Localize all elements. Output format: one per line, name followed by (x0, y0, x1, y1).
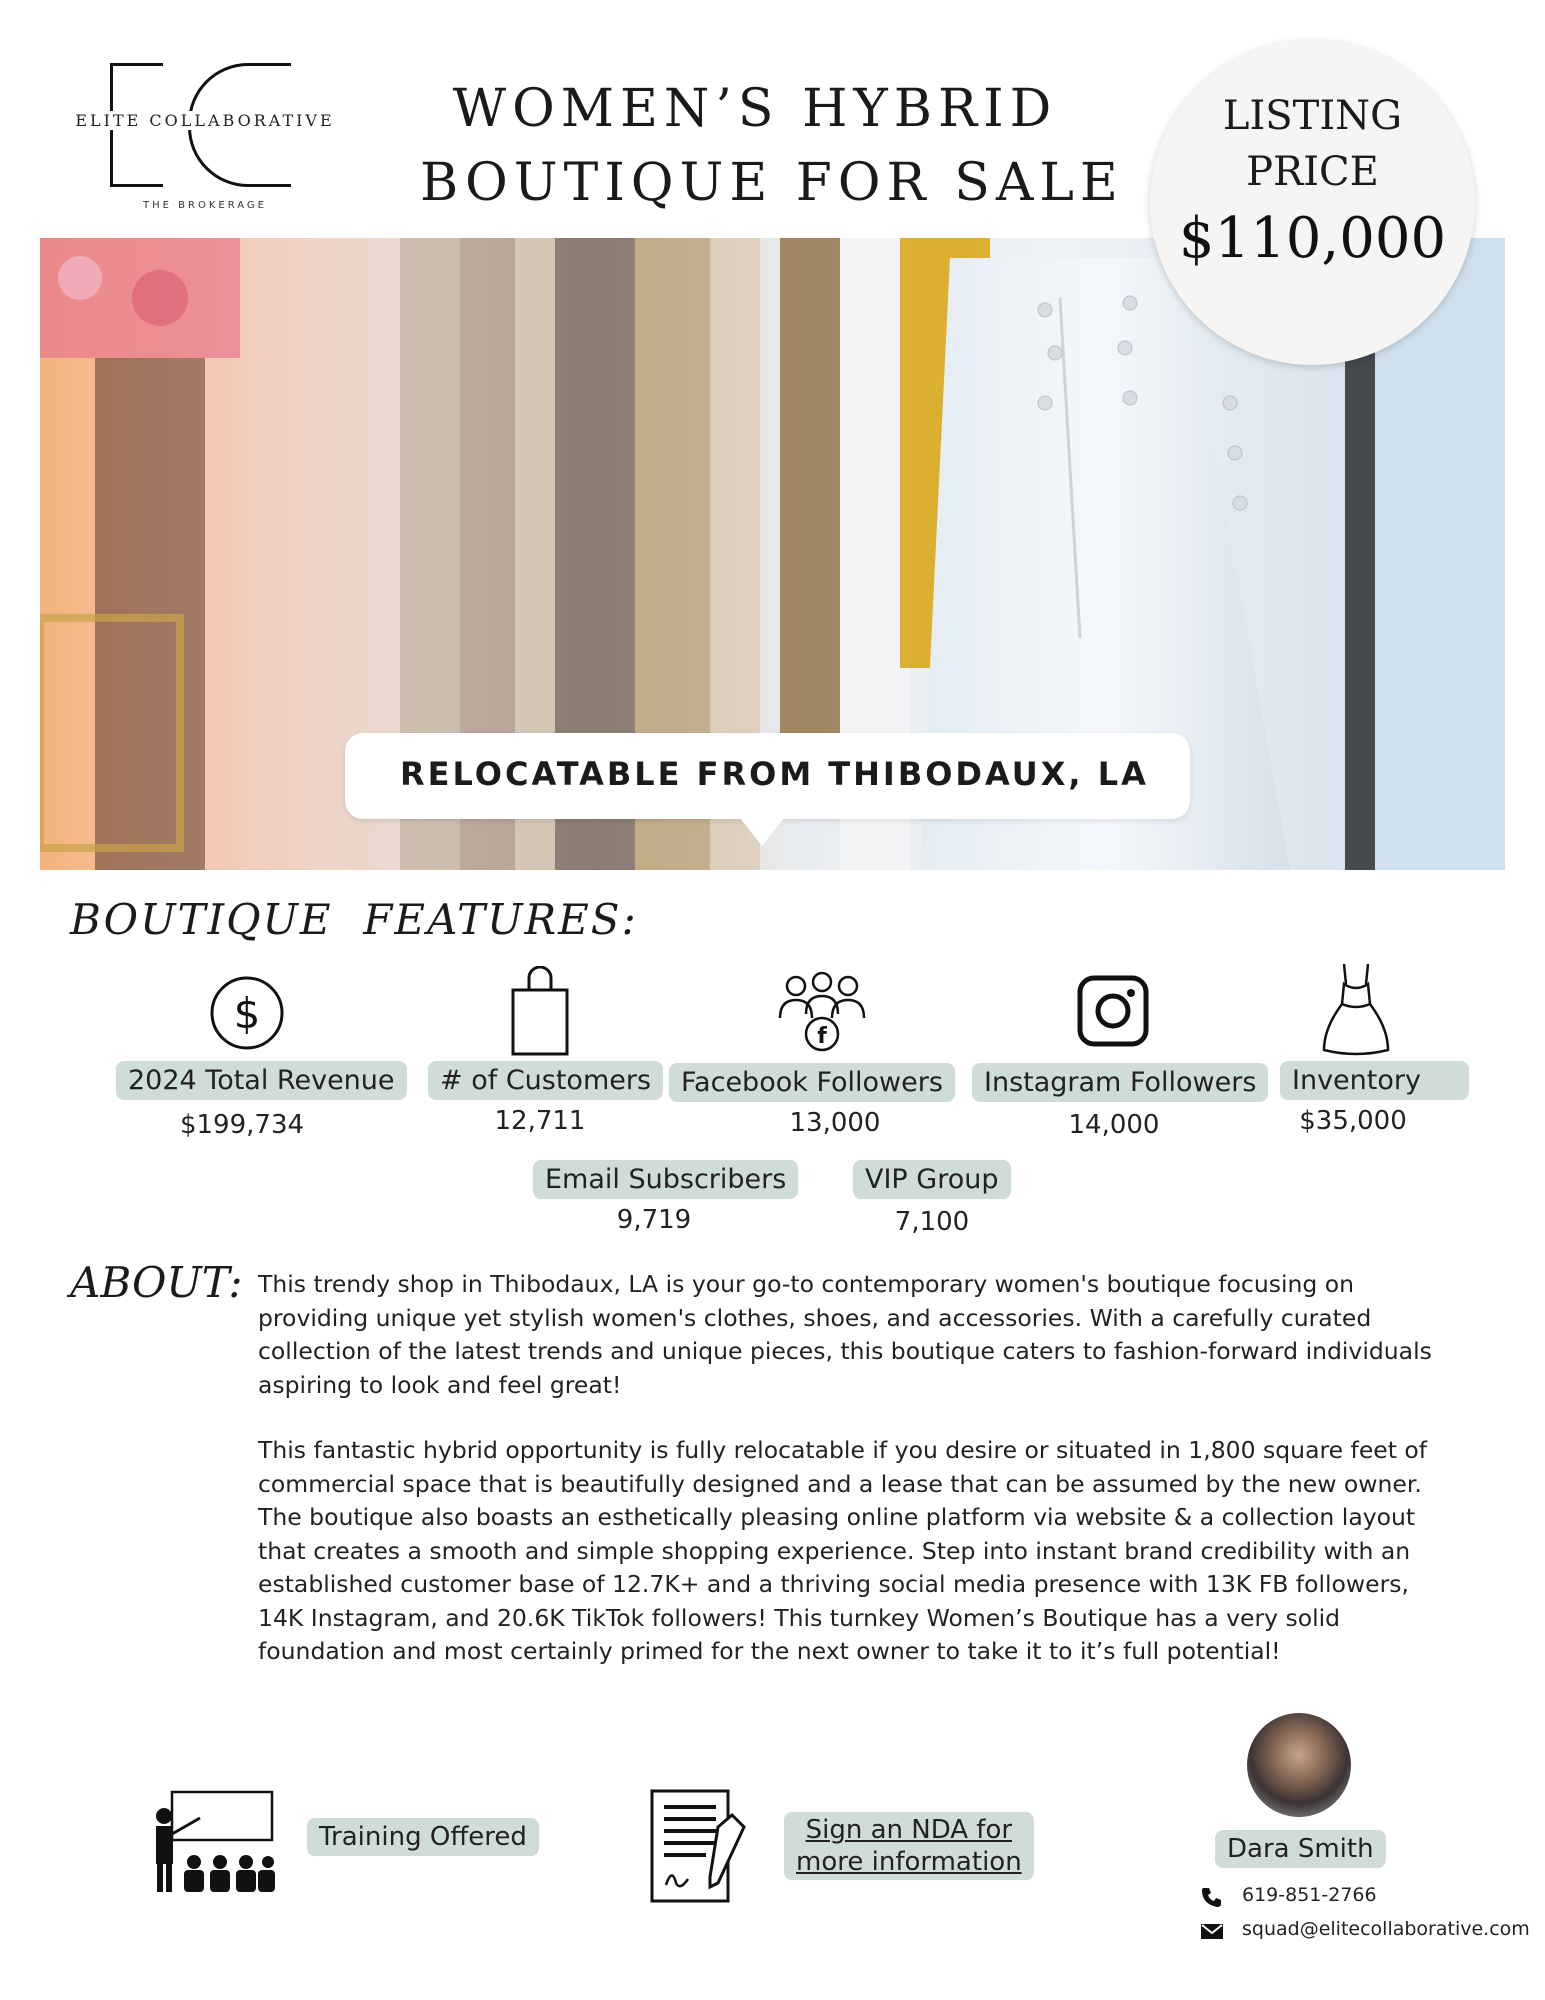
about-paragraph-1: This trendy shop in Thibodaux, LA is your go-to contemporary women's boutique focusing on providing unique yet stylish women's clothes, shoes, and accessories. With a carefully curated collection of the latest trends and unique pieces, this boutique caters to fashion-forward individuals aspiring to look and feel great! (258, 1270, 1432, 1399)
about-body (258, 1268, 1438, 1701)
feature-label-facebook: Facebook Followers (669, 1063, 955, 1102)
page-title (420, 72, 1124, 220)
logo-wordmark: ELITE COLLABORATIVE (70, 111, 340, 130)
callout-pointer (740, 818, 784, 846)
dress-icon (1318, 958, 1394, 1058)
feature-value-customers: 12,711 (494, 1106, 586, 1136)
agent-email[interactable]: squad@elitecollaborative.com (1242, 1918, 1530, 1940)
feature-value-revenue: $199,734 (179, 1110, 305, 1140)
feature-value-vip: 7,100 (894, 1207, 970, 1237)
brand-logo (70, 55, 340, 225)
features-heading: BOUTIQUE FEATURES: (70, 895, 638, 944)
location-callout (345, 733, 1190, 819)
feature-value-facebook: 13,000 (789, 1108, 881, 1138)
feature-label-customers: # of Customers (428, 1061, 663, 1100)
feature-label-revenue: 2024 Total Revenue (116, 1061, 407, 1100)
facebook-group-icon (772, 968, 872, 1058)
feature-value-inventory: $35,000 (1299, 1106, 1407, 1136)
about-heading: ABOUT: (70, 1258, 243, 1307)
email-icon (1200, 1922, 1224, 1940)
nda-link-line-1[interactable]: Sign an NDA for (805, 1815, 1013, 1845)
feature-label-instagram: Instagram Followers (972, 1063, 1268, 1102)
about-paragraph-2: This fantastic hybrid opportunity is fully relocatable if you desire or situated in 1,800 square feet of commercial space that is beautifully designed and a lease that can be assumed by the new owner. The boutique also boasts an esthetically pleasing online platform via website & a collection layout that creates a smooth and simple shopping experience. Step into instant brand credibility with an established customer base of 12.7K+ and a thriving social media presence with 13K FB followers, 14K Instagram, and 20.6K TikTok followers! This turnkey Women’s Boutique has a very solid foundation and most certainly primed for the next owner to take it to it’s full potential! (258, 1436, 1428, 1665)
title-line-2: BOUTIQUE FOR SALE (420, 153, 1124, 213)
training-presenter-icon (150, 1790, 275, 1895)
feature-value-email: 9,719 (616, 1205, 692, 1235)
nda-link[interactable] (784, 1812, 1034, 1880)
agent-phone[interactable]: 619-851-2766 (1242, 1884, 1377, 1906)
instagram-icon (1075, 973, 1151, 1049)
feature-value-instagram: 14,000 (1068, 1110, 1160, 1140)
agent-avatar (1247, 1713, 1351, 1817)
document-signature-icon (648, 1787, 754, 1907)
phone-icon (1200, 1886, 1222, 1908)
logo-tagline: THE BROKERAGE (143, 200, 267, 211)
price-label-line-1: LISTING (1222, 93, 1403, 139)
training-offered-label: Training Offered (307, 1818, 539, 1856)
svg-text:f: f (817, 1024, 827, 1049)
price-label-line-2: PRICE (1246, 149, 1379, 195)
svg-text:$: $ (233, 989, 261, 1038)
price-value: $110,000 (1178, 206, 1447, 271)
title-line-1: WOMEN’S HYBRID (452, 79, 1058, 139)
shopping-bag-icon (505, 966, 575, 1058)
dollar-coin-icon (207, 973, 287, 1053)
nda-link-line-2[interactable]: more information (796, 1847, 1022, 1877)
listing-price-badge (1150, 40, 1475, 365)
feature-label-email: Email Subscribers (533, 1160, 798, 1199)
feature-label-inventory: Inventory (1280, 1061, 1469, 1100)
feature-label-vip: VIP Group (853, 1160, 1011, 1199)
agent-name: Dara Smith (1215, 1830, 1386, 1868)
location-callout-text: RELOCATABLE FROM THIBODAUX, LA (400, 755, 1149, 793)
